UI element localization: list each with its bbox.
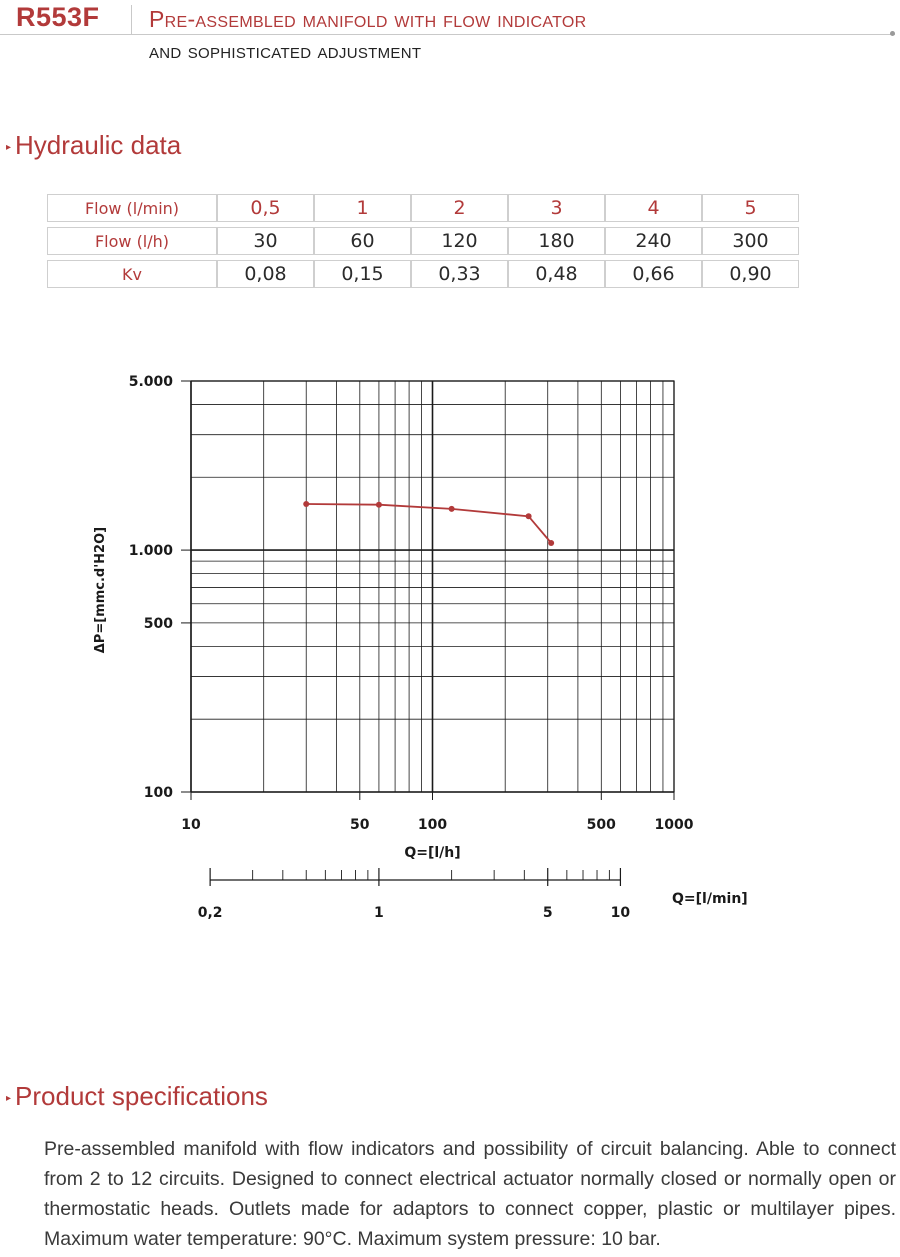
table-cell: 4 <box>605 194 702 222</box>
data-point <box>376 502 382 508</box>
x-tick-label: 50 <box>350 817 370 833</box>
y-tick-label: 1.000 <box>128 543 173 560</box>
table-row <box>47 194 799 222</box>
table-cell: 0,48 <box>508 260 605 288</box>
table-cell: 180 <box>508 227 605 255</box>
y-axis-label: ΔP=[mmc.d'H2O] <box>93 526 108 654</box>
table-cell: 120 <box>411 227 508 255</box>
x-axis-label: Q=[l/h] <box>404 845 461 861</box>
row-label: Kv <box>47 260 217 288</box>
table-cell: 0,15 <box>314 260 411 288</box>
data-point <box>303 501 309 507</box>
specifications-text: Pre-assembled manifold with flow indicators and possibility of circuit balancing. Able to connect from 2 to 12 circuits. Designed to connect electrical actuator normally closed or normally open or thermostatic heads. Outlets made for adaptors to connect copper, plastic or multilayer pipes. Maximum water temperature: 90°C. Maximum system pressure: 10 bar. <box>44 1138 896 1250</box>
x-tick-label: 10 <box>181 817 201 833</box>
section-product-specifications <box>6 1081 268 1112</box>
section-bullet-icon: ▸ <box>6 1092 12 1104</box>
table-cell: 3 <box>508 194 605 222</box>
secondary-tick-label: 10 <box>610 905 631 921</box>
table-cell: 5 <box>702 194 799 222</box>
table-cell: 0,90 <box>702 260 799 288</box>
data-point <box>449 506 455 512</box>
secondary-axis-label: Q=[l/min] <box>672 891 748 907</box>
header-rule <box>0 34 895 35</box>
secondary-tick-label: 5 <box>542 905 553 921</box>
table-cell: 30 <box>217 227 314 255</box>
data-point <box>526 513 532 519</box>
table-cell: 1 <box>314 194 411 222</box>
table-row <box>47 227 799 255</box>
section-title: Hydraulic data <box>15 130 182 160</box>
header-separator <box>131 5 132 34</box>
table-cell: 240 <box>605 227 702 255</box>
y-tick-label: 100 <box>143 785 173 801</box>
section-title: Product specifications <box>15 1081 268 1111</box>
product-title: Pre-assembled manifold with flow indicator <box>149 6 587 32</box>
secondary-tick-label: 1 <box>374 905 384 921</box>
section-hydraulic-data <box>6 130 181 161</box>
secondary-tick-label: 0,2 <box>197 905 223 921</box>
table-cell: 0,66 <box>605 260 702 288</box>
header-dot <box>890 31 895 36</box>
series-line <box>306 504 551 543</box>
table-cell: 0,5 <box>217 194 314 222</box>
table-cell: 0,33 <box>411 260 508 288</box>
row-label: Flow (l/min) <box>47 194 217 222</box>
x-tick-label: 1000 <box>654 817 694 833</box>
table-row <box>47 260 799 288</box>
table-cell: 300 <box>702 227 799 255</box>
product-subtitle: and sophisticated adjustment <box>149 40 422 63</box>
row-label: Flow (l/h) <box>47 227 217 255</box>
table-cell: 60 <box>314 227 411 255</box>
hydraulic-table <box>47 189 799 293</box>
data-point <box>548 540 554 546</box>
pressure-drop-chart <box>80 360 780 940</box>
y-tick-label: 500 <box>143 615 173 632</box>
table-cell: 0,08 <box>217 260 314 288</box>
section-bullet-icon: ▸ <box>6 141 12 153</box>
x-tick-label: 100 <box>417 817 448 833</box>
x-tick-label: 500 <box>586 817 616 833</box>
y-tick-label: 5.000 <box>128 374 173 390</box>
product-code: R553F <box>16 2 100 32</box>
table-cell: 2 <box>411 194 508 222</box>
